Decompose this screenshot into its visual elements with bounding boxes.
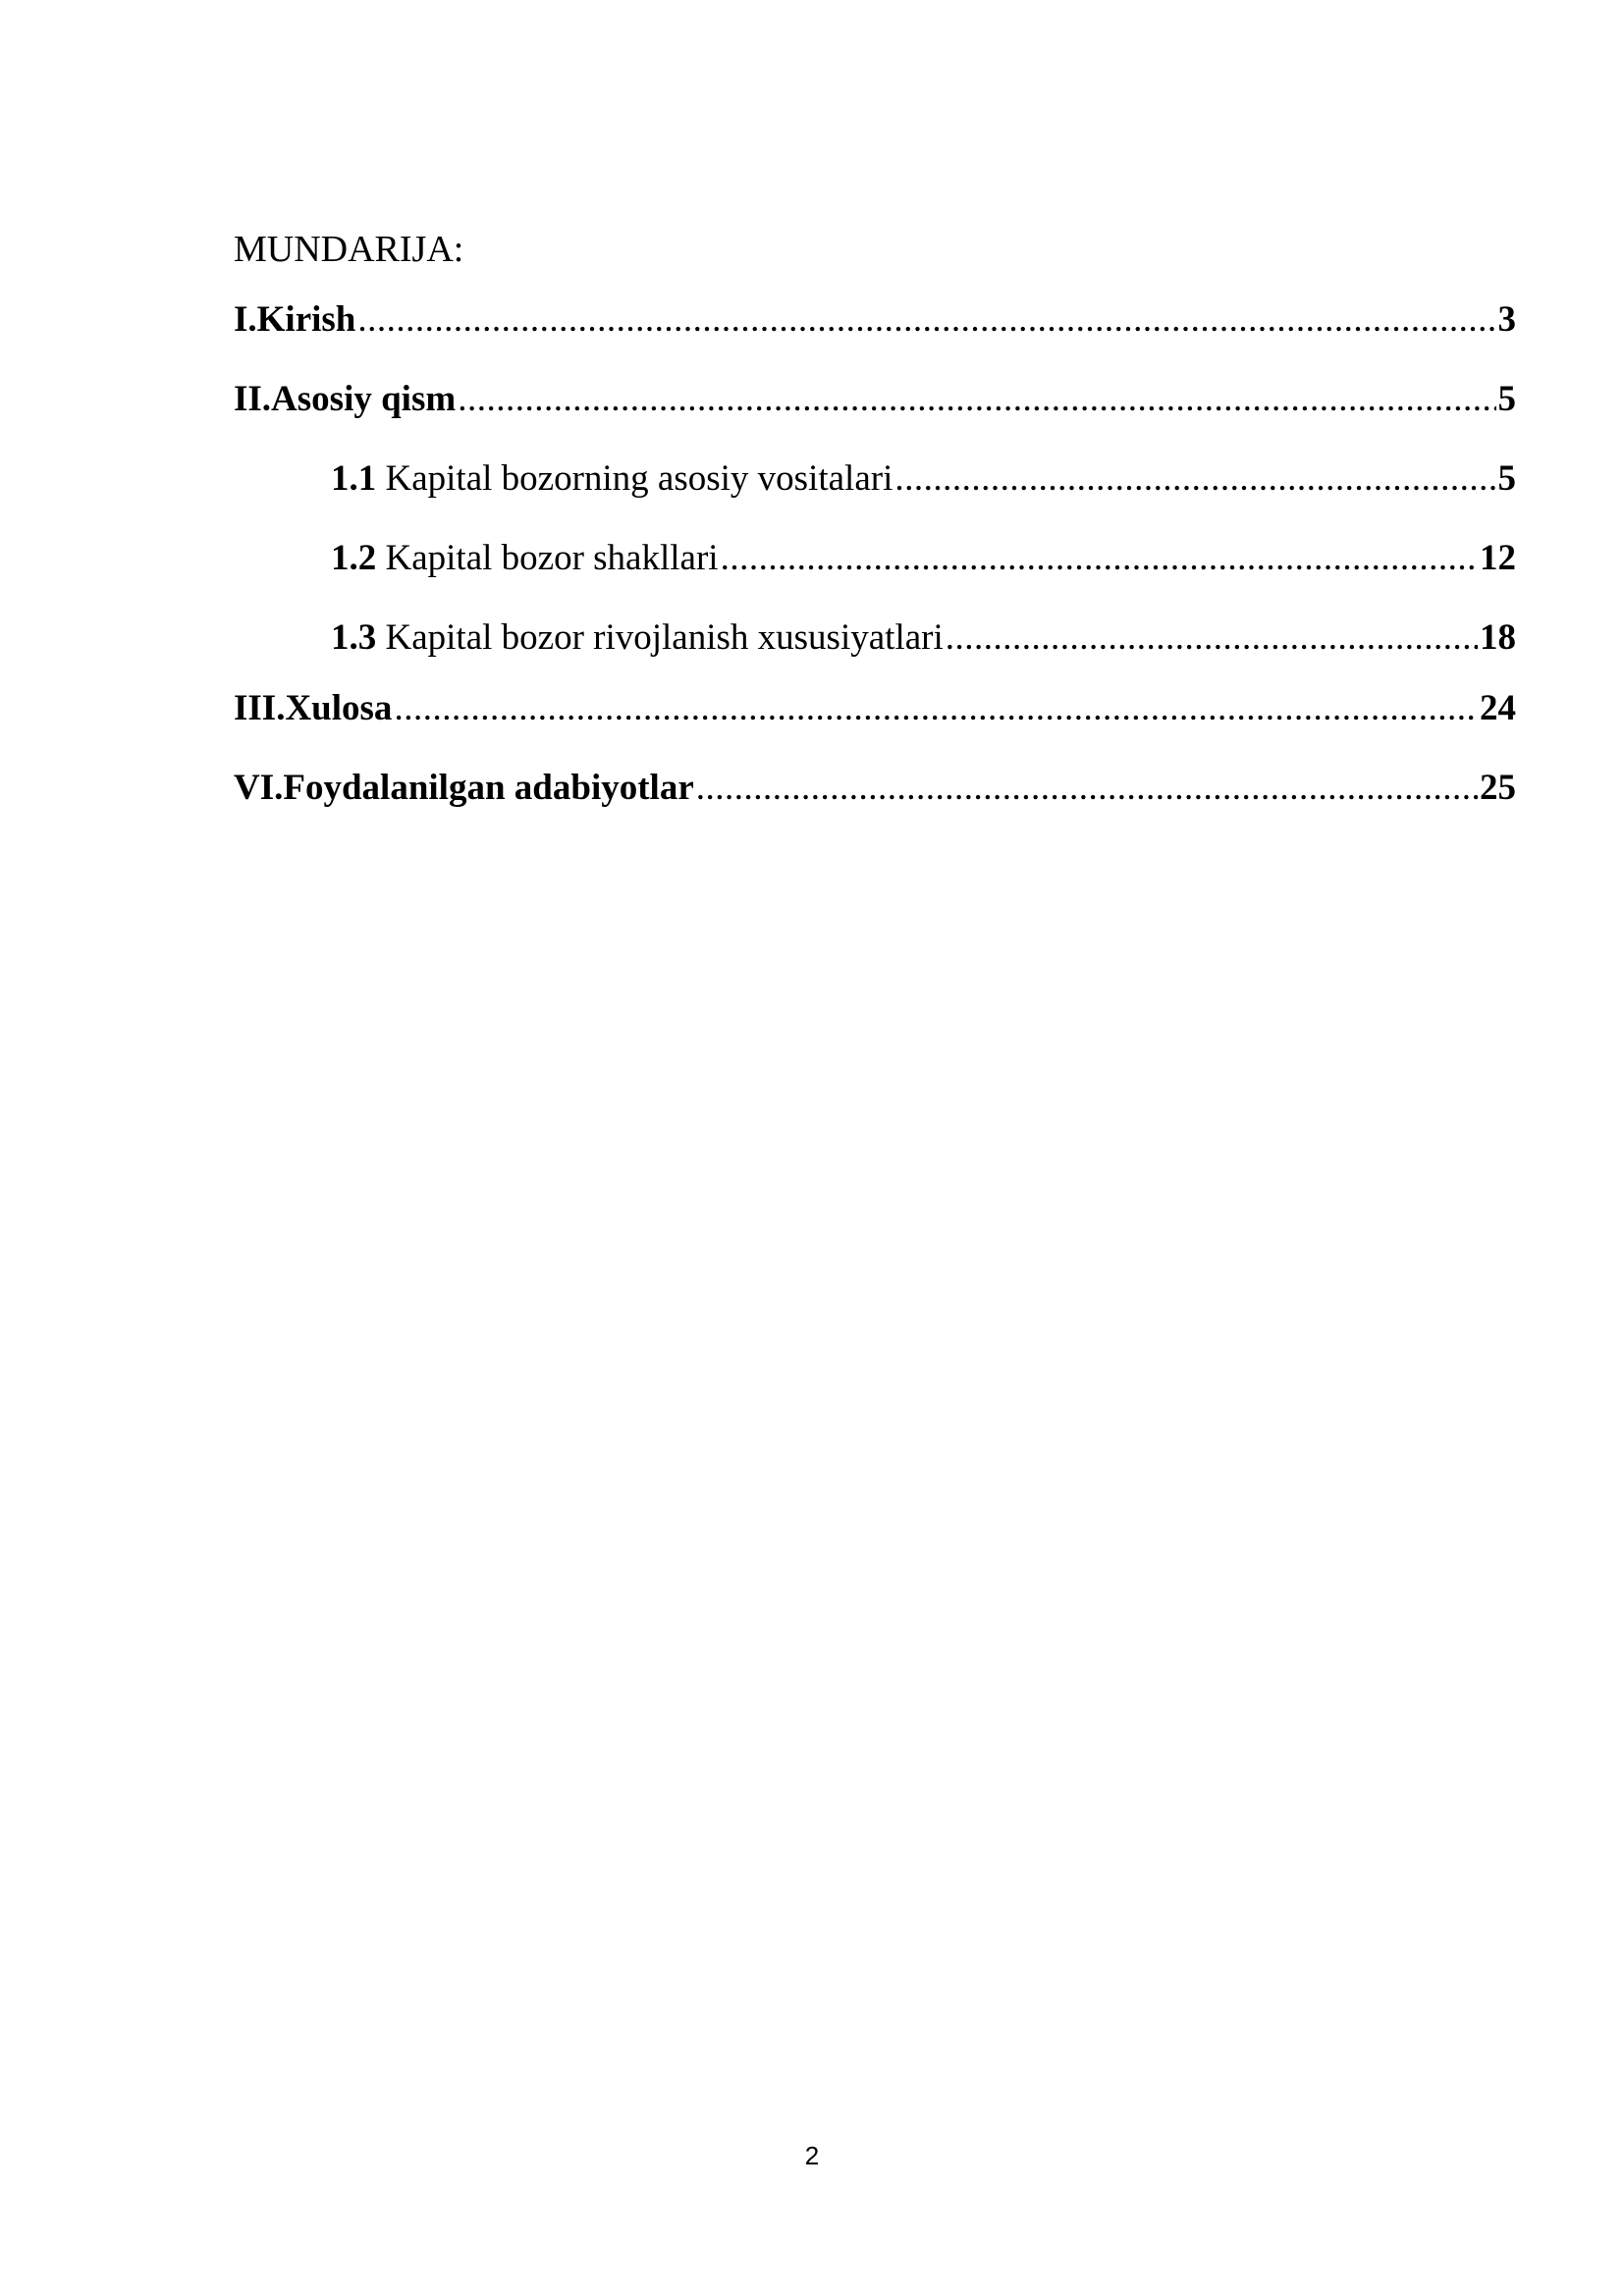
toc-entry-page: 3: [1497, 299, 1516, 340]
toc-dot-leader: [946, 616, 1478, 660]
toc-entry-1-3[interactable]: [331, 616, 1516, 660]
toc-entry-asosiy-qism[interactable]: [234, 378, 1516, 421]
toc-entry-page: 12: [1480, 538, 1516, 578]
toc-entry-title: 1.3 Kapital bozor rivojlanish xususiyatlari: [331, 617, 944, 658]
toc-heading: MUNDARIJA:: [234, 229, 464, 270]
toc-entry-title: II.Asosiy qism: [234, 379, 457, 419]
toc-dot-leader: [721, 537, 1478, 580]
toc-entry-page: 25: [1480, 768, 1516, 808]
toc-entry-title: 1.2 Kapital bozor shakllari: [331, 538, 719, 578]
toc-dot-leader: [394, 687, 1478, 730]
toc-dot-leader: [696, 767, 1478, 810]
toc-entry-page: 5: [1497, 379, 1516, 419]
toc-entry-1-2[interactable]: [331, 537, 1516, 580]
toc-entry-title: I.Kirish: [234, 299, 356, 340]
toc-dot-leader: [458, 378, 1495, 421]
toc-entry-1-1[interactable]: [331, 457, 1516, 501]
toc-entry-page: 24: [1480, 688, 1516, 728]
toc-entry-title: VI.Foydalanilgan adabiyotlar: [234, 768, 694, 808]
toc-entry-title: 1.1 Kapital bozorning asosiy vositalari: [331, 458, 893, 499]
toc-entry-page: 5: [1497, 458, 1516, 499]
toc-dot-leader: [357, 298, 1495, 342]
toc-entry-adabiyotlar[interactable]: [234, 767, 1516, 810]
toc-entry-kirish[interactable]: [234, 298, 1516, 342]
toc-entry-xulosa[interactable]: [234, 687, 1516, 730]
page-number: 2: [804, 2141, 820, 2170]
toc-entry-title: III.Xulosa: [234, 688, 393, 728]
toc-entry-page: 18: [1480, 617, 1516, 658]
toc-dot-leader: [894, 457, 1495, 501]
